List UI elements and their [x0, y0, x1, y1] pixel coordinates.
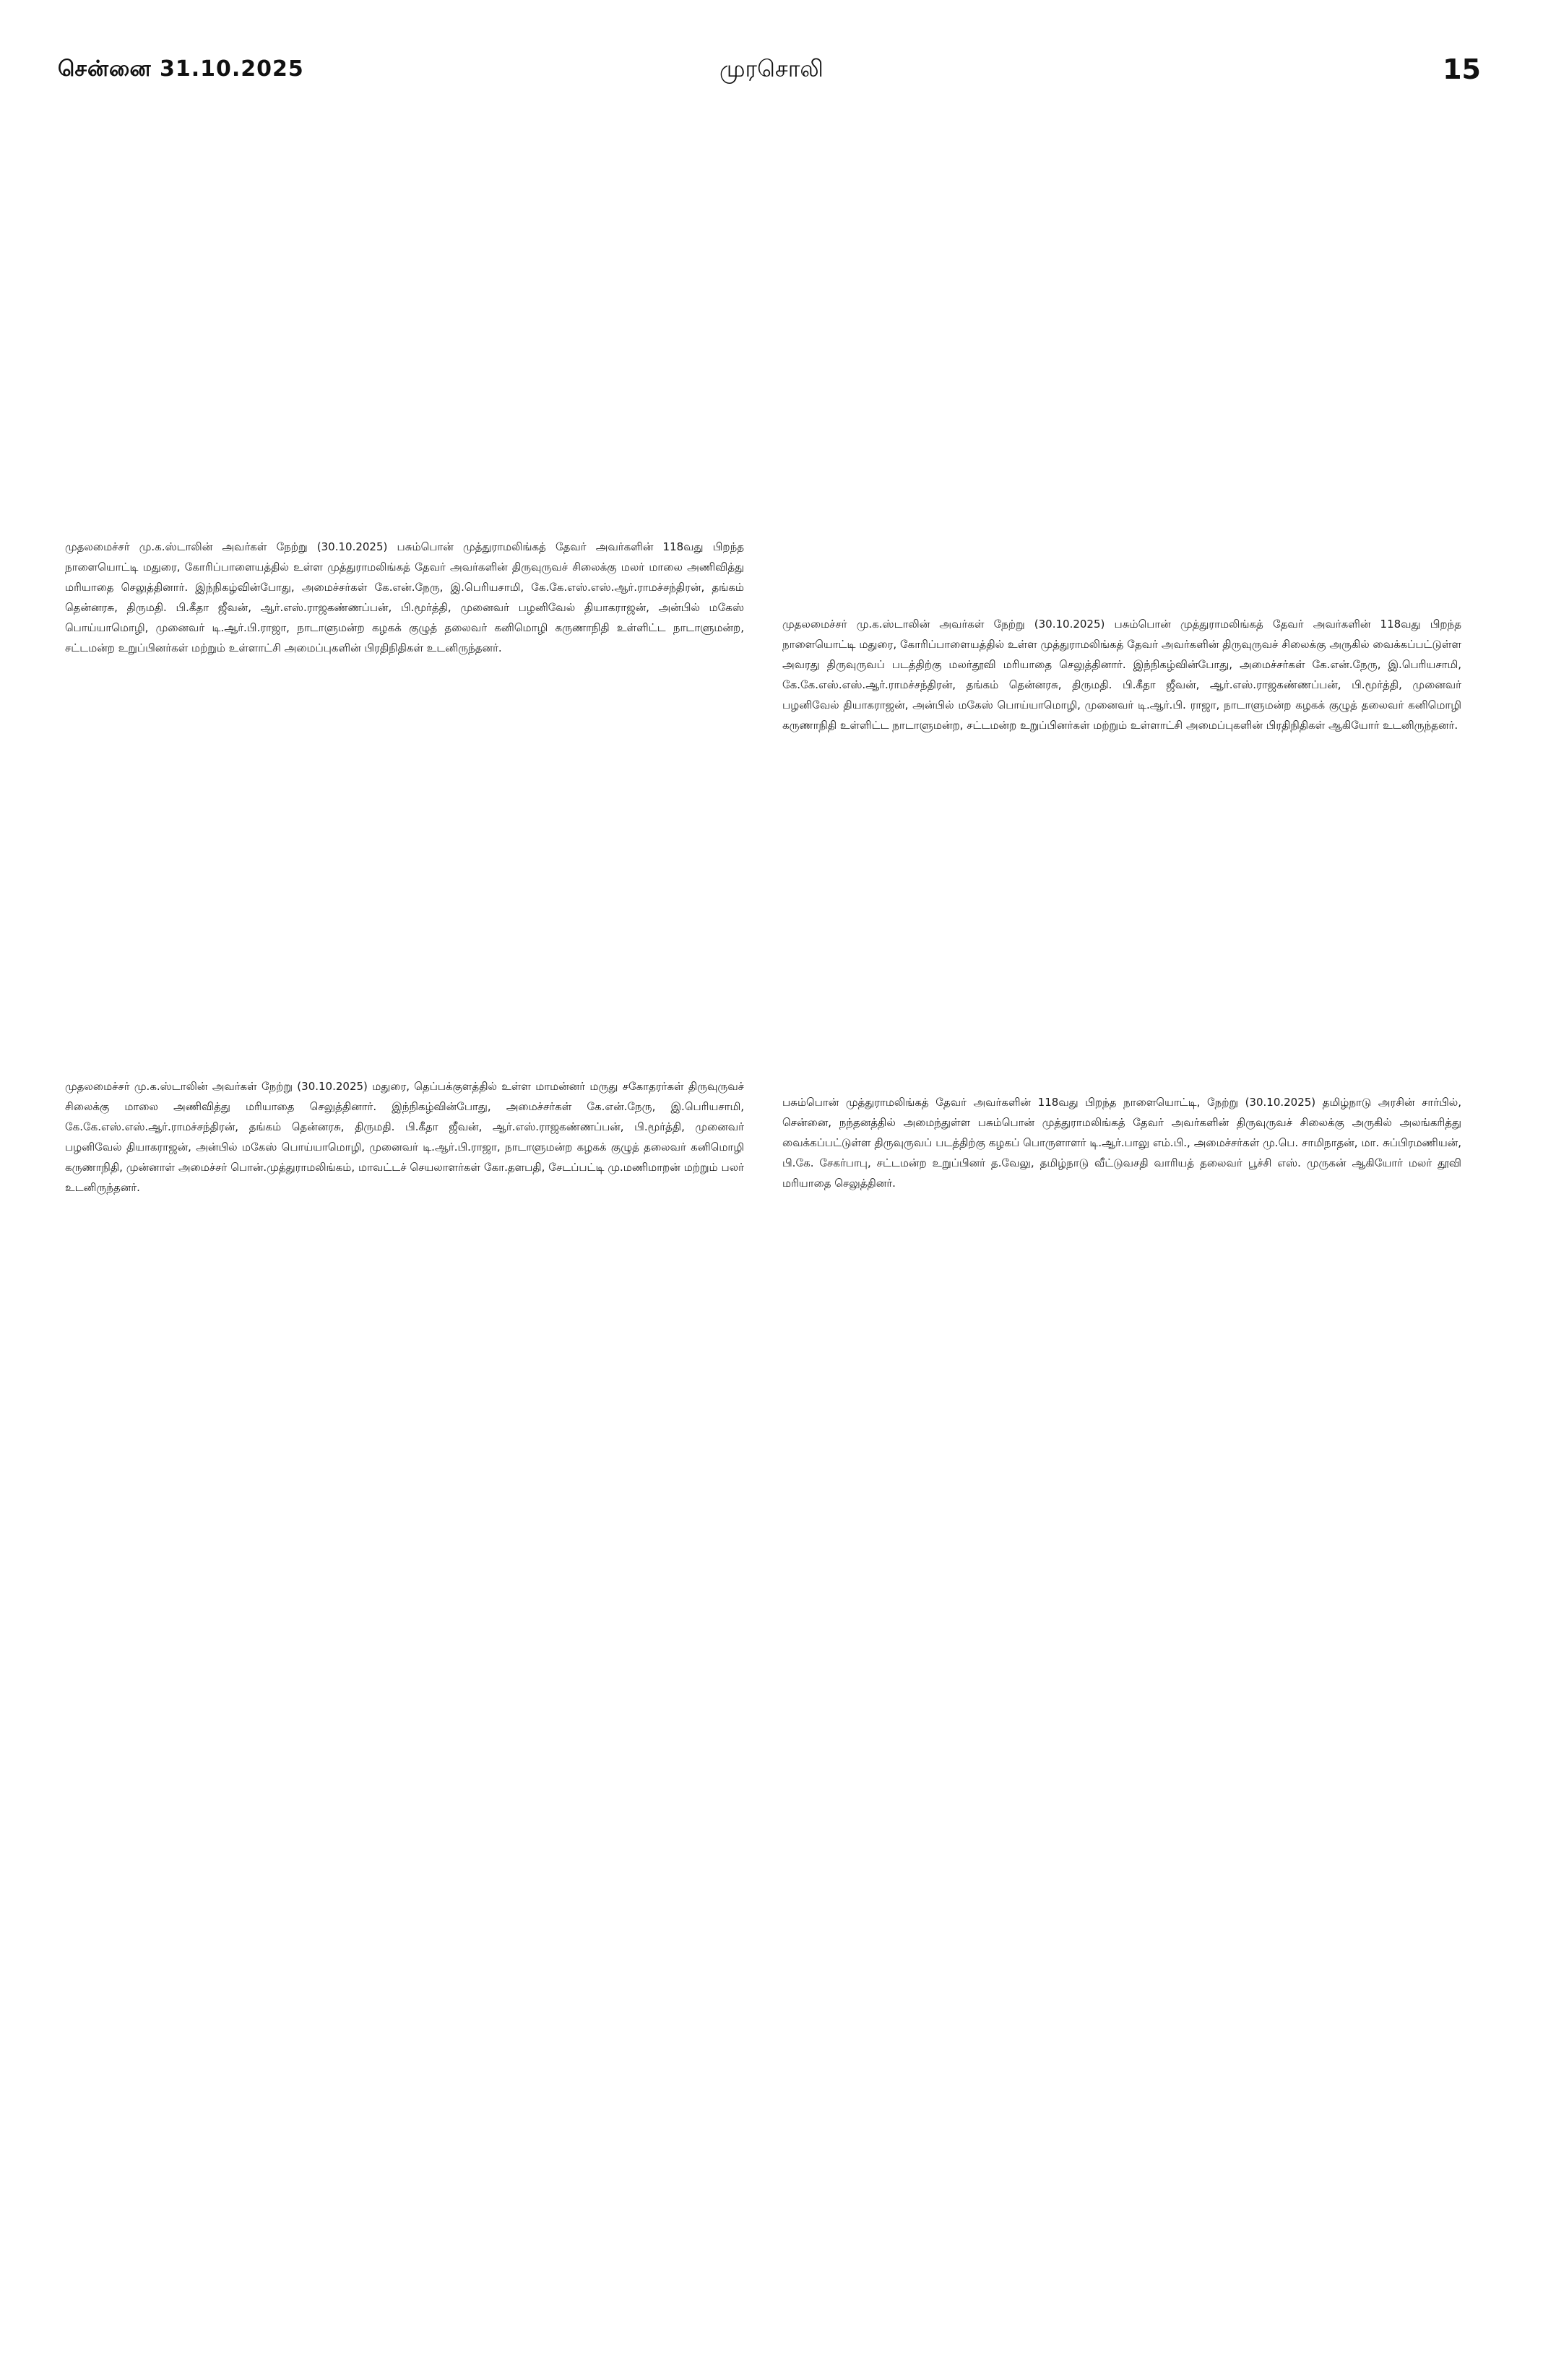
date-line: சென்னை 31.10.2025 [58, 56, 304, 82]
photo-caption: முதலமைச்சர் மு.க.ஸ்டாலின் அவர்கள் நேற்று (30.10.2025) பசும்பொன் முத்துராமலிங்கத் தேவர் அவர்களின் 118வது பிறந்த நாளையொட்டி மதுரை, கோரிப்பாளையத்தில் உள்ள முத்துராமலிங்கத் தேவர் அவர்களின் திருவுருவச் சிலைக்கு மலர் மாலை அணிவித்து மரியாதை செலுத்தினார். இந்நிகழ்வின்போது, அமைச்சர்கள் கே.என்.நேரு, இ.பெரியசாமி, கே.கே.எஸ்.எஸ்.ஆர்.ராமச்சந்திரன், தங்கம் தென்னரசு, திருமதி. பி.கீதா ஜீவன், ஆர்.எஸ்.ராஜகண்ணப்பன், பி.மூர்த்தி, முனைவர் பழனிவேல் தியாகராஜன், அன்பில் மகேஸ் பொய்யாமொழி, முனைவர் டி.ஆர்.பி.ராஜா, நாடாளுமன்ற கழகக் குழுத் தலைவர் கனிமொழி கருணாநிதி உள்ளிட்ட நாடாளுமன்ற, சட்டமன்ற உறுப்பினர்கள் மற்றும் உள்ளாட்சி அமைப்புகளின் பிரதிநிதிகள் உடனிருந்தனர். [65, 540, 744, 654]
photo-caption: பசும்பொன் முத்துராமலிங்கத் தேவர் அவர்களின் 118வது பிறந்த நாளையொட்டி, நேற்று (30.10.2025) தமிழ்நாடு அரசின் சார்பில், சென்னை, நந்தனத்தில் அமைந்துள்ள பசும்பொன் முத்துராமலிங்கத் தேவர் அவர்களின் திருவுருவச் சிலைக்கு அருகில் அலங்கரித்து வைக்கப்பட்டுள்ள திருவுருவப் படத்திற்கு கழகப் பொருளாளர் டி.ஆர்.பாலு எம்.பி., அமைச்சர்கள் மு.பெ. சாமிநாதன், மா. சுப்பிரமணியன், பி.கே. சேகர்பாபு, சட்டமன்ற உறுப்பினர் த.வேலு, தமிழ்நாடு வீட்டுவசதி வாரியத் தலைவர் பூச்சி எஸ். முருகன் ஆகியோர் மலர் தூவி மரியாதை செலுத்தினர். [782, 1096, 1461, 1190]
photo-caption: முதலமைச்சர் மு.க.ஸ்டாலின் அவர்கள் நேற்று (30.10.2025) மதுரை, தெப்பக்குளத்தில் உள்ள மாமன்னர் மருது சகோதரர்கள் திருவுருவச் சிலைக்கு மாலை அணிவித்து மரியாதை செலுத்தினார். இந்நிகழ்வின்போது, அமைச்சர்கள் கே.என்.நேரு, இ.பெரியசாமி, கே.கே.எஸ்.எஸ்.ஆர்.ராமச்சந்திரன், தங்கம் தென்னரசு, திருமதி. பி.கீதா ஜீவன், ஆர்.எஸ்.ராஜகண்ணப்பன், பி.மூர்த்தி, முனைவர் பழனிவேல் தியாகராஜன், அன்பில் மகேஸ் பொய்யாமொழி, முனைவர் டி.ஆர்.பி.ராஜா, நாடாளுமன்ற கழகக் குழுத் தலைவர் கனிமொழி கருணாநிதி, முன்னாள் அமைச்சர் பொன்.முத்துராமலிங்கம், மாவட்டச் செயலாளர்கள் கோ.தளபதி, சேடப்பட்டி மு.மணிமாறன் மற்றும் பலர் உடனிருந்தனர். [65, 1080, 744, 1194]
page-number: 15 [1443, 53, 1481, 85]
newspaper-name: முரசொலி [719, 55, 824, 82]
photo-caption: முதலமைச்சர் மு.க.ஸ்டாலின் அவர்கள் நேற்று (30.10.2025) பசும்பொன் முத்துராமலிங்கத் தேவர் அவர்களின் 118வது பிறந்த நாளையொட்டி மதுரை, கோரிப்பாளையத்தில் உள்ள முத்துராமலிங்கத் தேவர் அவர்களின் திருவுருவச் சிலைக்கு அருகில் வைக்கப்பட்டுள்ள அவரது திருவுருவப் படத்திற்கு மலர்தூவி மரியாதை செலுத்தினார். இந்நிகழ்வின்போது, அமைச்சர்கள் கே.என்.நேரு, இ.பெரியசாமி, கே.கே.எஸ்.எஸ்.ஆர்.ராமச்சந்திரன், தங்கம் தென்னரசு, திருமதி. பி.கீதா ஜீவன், ஆர்.எஸ்.ராஜகண்ணப்பன், பி.மூர்த்தி, முனைவர் பழனிவேல் தியாகராஜன், அன்பில் மகேஸ் பொய்யாமொழி, முனைவர் டி.ஆர்.பி. ராஜா, நாடாளுமன்ற கழகக் குழுத் தலைவர் கனிமொழி கருணாநிதி உள்ளிட்ட நாடாளுமன்ற, சட்டமன்ற உறுப்பினர்கள் மற்றும் உள்ளாட்சி அமைப்புகளின் பிரதிநிதிகள் ஆகியோர் உடனிருந்தனர். [782, 618, 1461, 732]
